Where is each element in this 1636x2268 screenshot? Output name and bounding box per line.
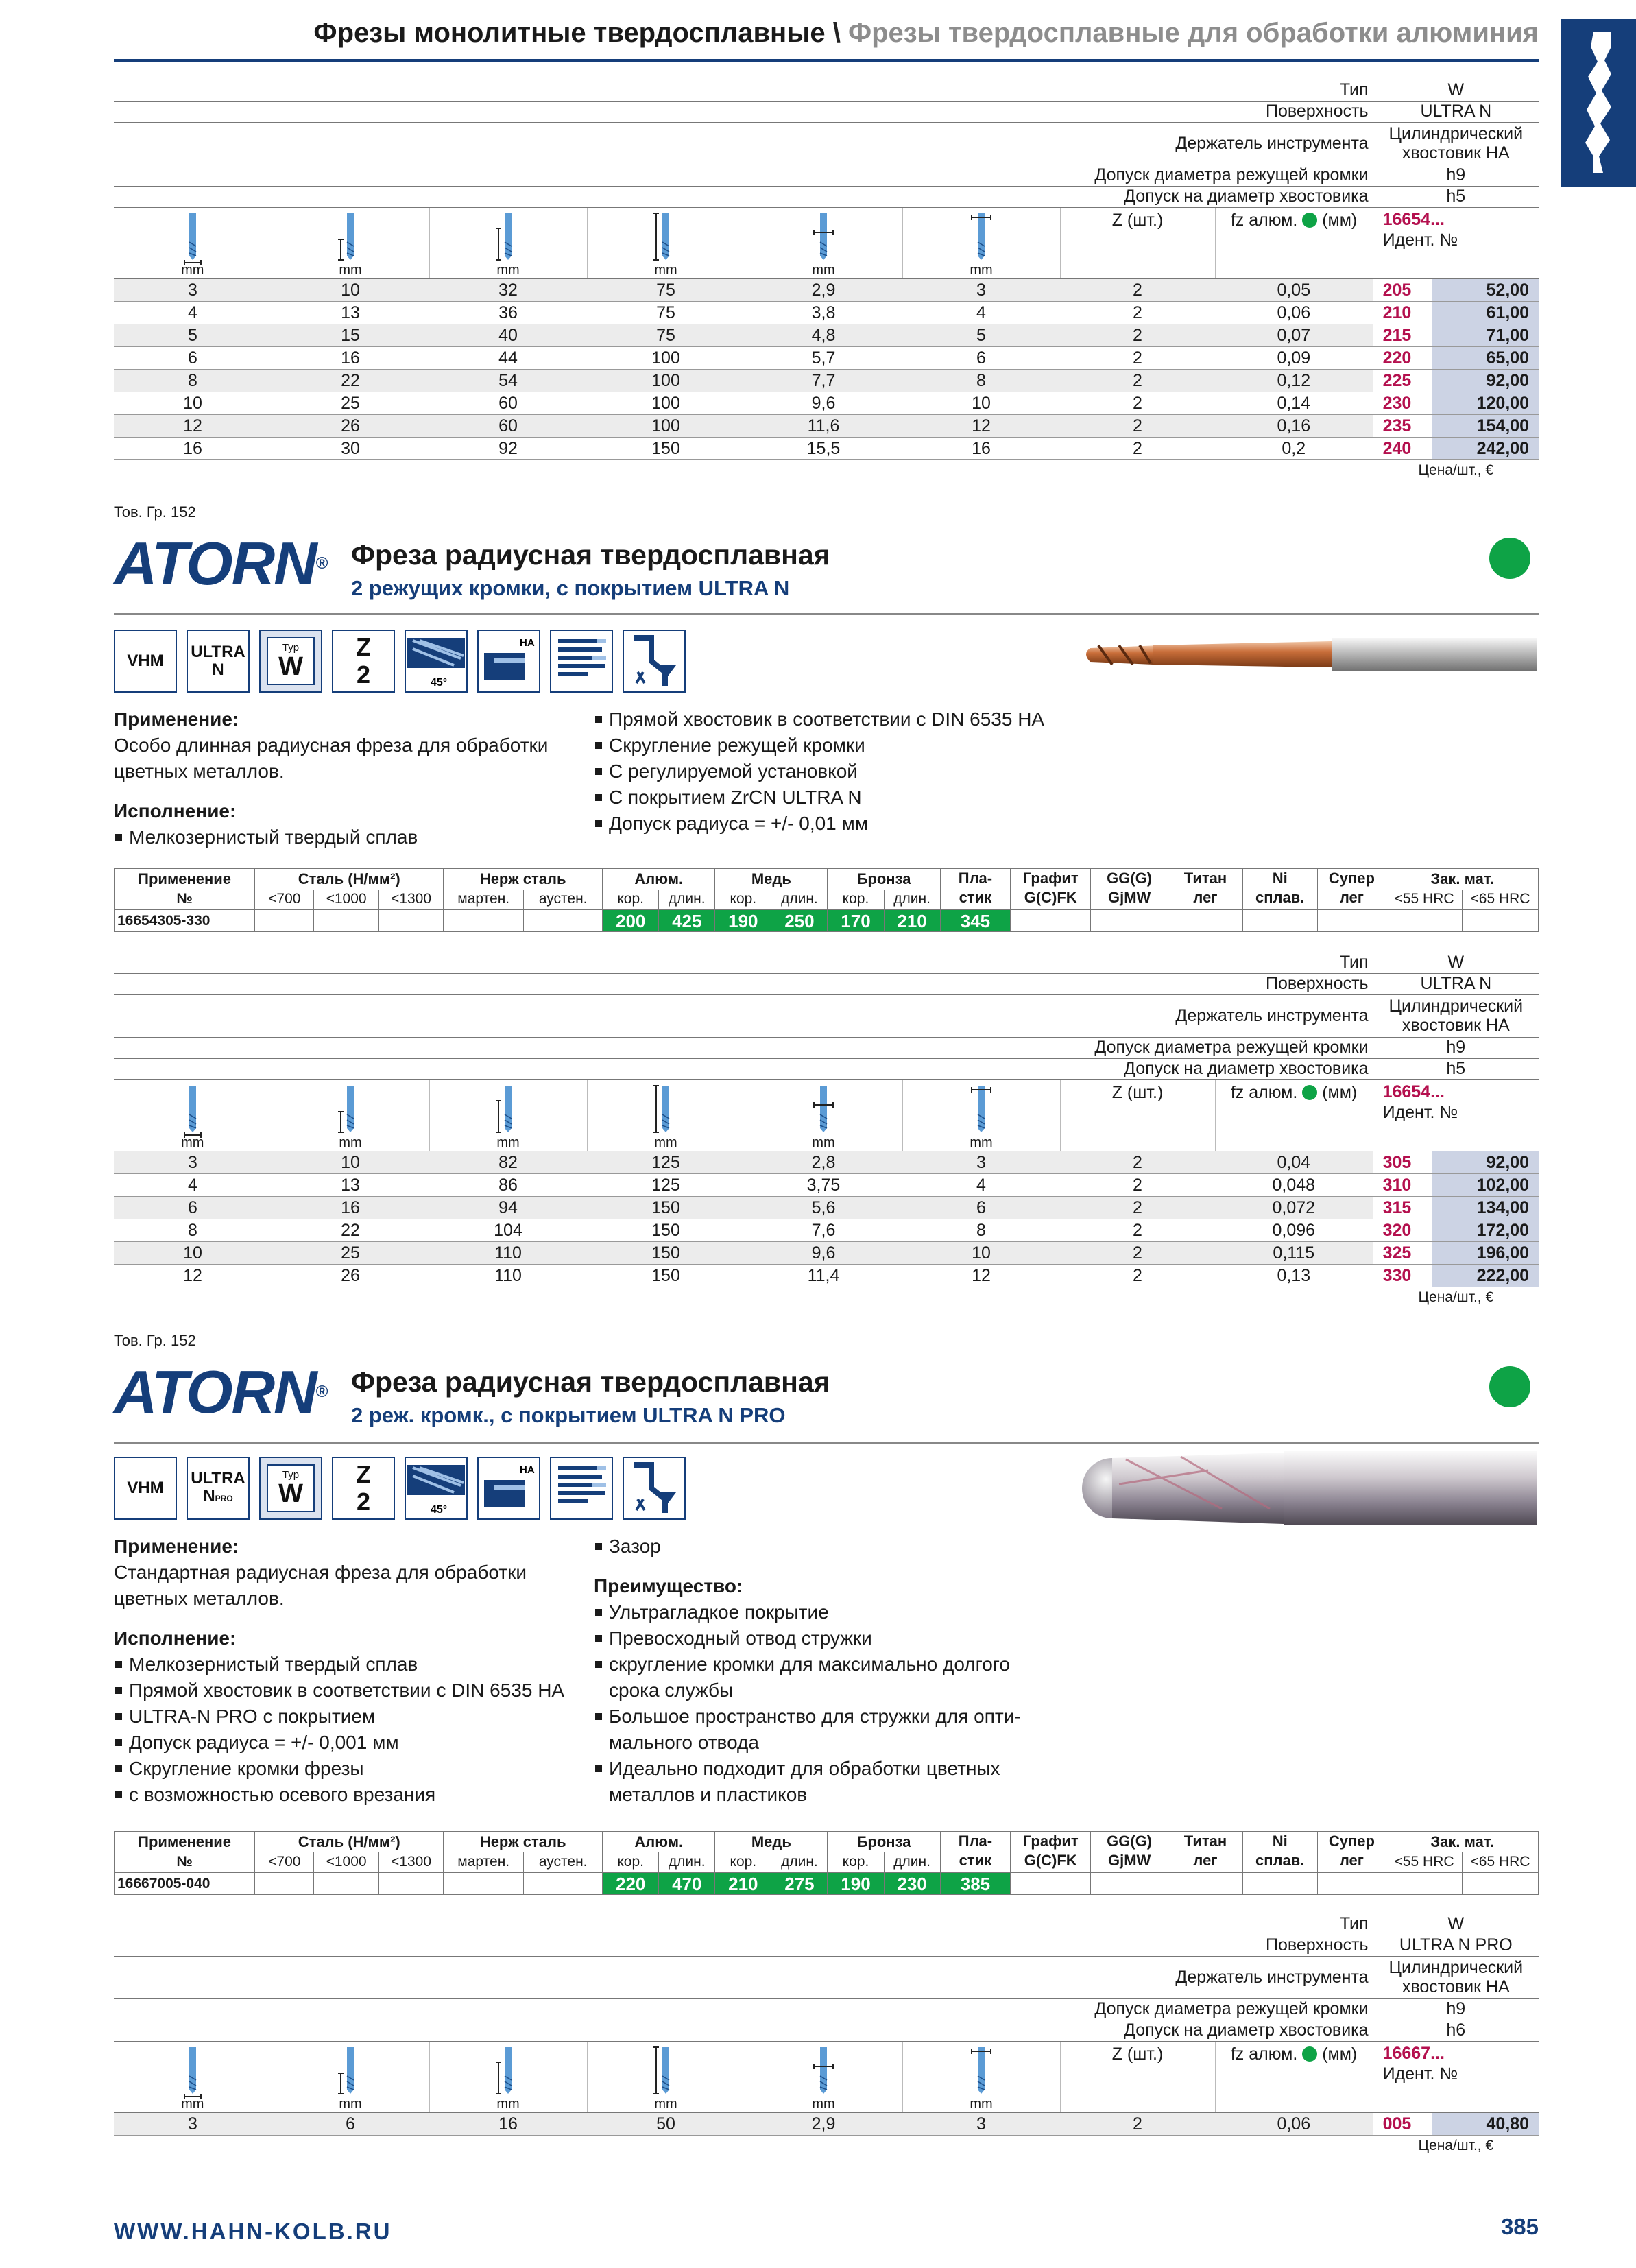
price-cell: 154,00 [1432, 414, 1539, 437]
ident-suffix: 240 [1373, 437, 1432, 459]
table-cell: 0,09 [1215, 346, 1373, 369]
table-cell: 4 [114, 301, 272, 324]
neck-diameter-icon [810, 212, 837, 267]
page-number: 385 [1500, 2214, 1539, 2239]
article-number: 16654305-330 [115, 910, 255, 932]
table-cell: 92 [429, 437, 587, 459]
table-cell: 0,14 [1215, 392, 1373, 414]
value-holder: Цилиндрический хвостовик HA [1373, 122, 1539, 165]
diameter-icon [179, 1084, 206, 1139]
product-title-1: Фреза радиусная твердосплавная [351, 539, 830, 571]
product-subtitle-1: 2 режущих кромки, с покрытием ULTRA N [351, 576, 790, 600]
table-cell: 4 [114, 1173, 272, 1196]
price-cell: 40,80 [1432, 2112, 1539, 2135]
col-fz: fz алюм. (мм) [1215, 207, 1373, 278]
flutes-icon: Z 2 [332, 630, 395, 693]
table-cell: 0,06 [1215, 301, 1373, 324]
table-cell: 6 [114, 1196, 272, 1219]
execution-item: Скругление кромки фрезы [114, 1756, 594, 1782]
table-cell: 3 [114, 1151, 272, 1173]
axial-plunge-icon [623, 1457, 686, 1520]
header-title: Фрезы монолитные твердосплавные [313, 18, 826, 48]
table-cell: 15 [272, 324, 429, 346]
svg-text:45°: 45° [431, 677, 448, 689]
product-title-2: Фреза радиусная твердосплавная [351, 1366, 830, 1398]
table-cell: 25 [272, 392, 429, 414]
col-total-length: mm [587, 207, 745, 278]
table-cell: 26 [272, 414, 429, 437]
svg-text:45°: 45° [431, 1504, 448, 1516]
table-cell: 16 [114, 437, 272, 459]
table-cell: 2 [1060, 1151, 1215, 1173]
table-cell: 0,04 [1215, 1151, 1373, 1173]
value-type: W [1373, 80, 1539, 101]
table-cell: 44 [429, 346, 587, 369]
ident-suffix: 205 [1373, 278, 1432, 301]
table-cell: 60 [429, 414, 587, 437]
table-cell: 100 [587, 369, 745, 392]
svg-text:HA: HA [520, 1464, 535, 1476]
table-cell: 8 [114, 369, 272, 392]
table-cell: 2 [1060, 324, 1215, 346]
table-cell: 104 [429, 1219, 587, 1241]
table-cell: 86 [429, 1173, 587, 1196]
ident-suffix: 220 [1373, 346, 1432, 369]
label-tol-shank: Допуск на диаметр хвостовика [114, 186, 1373, 207]
label-tol-cut: Допуск диаметра режущей кромки [114, 165, 1373, 186]
vhm-icon: VHM [114, 1457, 177, 1520]
table-cell: 16 [272, 1196, 429, 1219]
table-row [114, 1241, 1539, 1264]
value-tol-cut: h9 [1373, 165, 1539, 186]
advantages-block-2: Зазор Преимущество: Ультрагладкое покрытие Превосходный отвод стружки скругление кромки для максимально долгого срока службы Большое пространство для стружки для опти- мального отвода Идеально подходит для обработки цветных металлов и пластиков [594, 1533, 1115, 1808]
table-cell: 13 [272, 1173, 429, 1196]
table-cell: 4 [902, 301, 1060, 324]
col-neck-diameter: mm [745, 207, 902, 278]
table-cell: 2,9 [745, 278, 902, 301]
table-cell: 150 [587, 1219, 745, 1241]
table-row [114, 392, 1539, 414]
table-cell: 12 [902, 414, 1060, 437]
table-cell: 125 [587, 1173, 745, 1196]
table-cell: 75 [587, 301, 745, 324]
price-cell: 120,00 [1432, 392, 1539, 414]
ultra-coating-layers-icon [550, 630, 613, 693]
table-cell: 110 [429, 1241, 587, 1264]
helix-angle-icon [405, 630, 468, 693]
table-cell: 5 [114, 324, 272, 346]
price-cell: 134,00 [1432, 1196, 1539, 1219]
ident-suffix: 215 [1373, 324, 1432, 346]
table-cell: 150 [587, 1196, 745, 1219]
table-cell: 5,6 [745, 1196, 902, 1219]
product-rule-1 [114, 613, 1539, 615]
table-cell: 7,6 [745, 1219, 902, 1241]
table-cell: 2 [1060, 301, 1215, 324]
table-cell: 0,05 [1215, 278, 1373, 301]
table-cell: 22 [272, 1219, 429, 1241]
ident-suffix: 005 [1373, 2112, 1432, 2135]
table-cell: 75 [587, 324, 745, 346]
table-cell: 60 [429, 392, 587, 414]
table-row [114, 1264, 1539, 1287]
col-z: Z (шт.) [1060, 207, 1215, 278]
product-image-1 [1078, 621, 1539, 689]
label-holder: Держатель инструмента [114, 122, 1373, 165]
table-cell: 150 [587, 1241, 745, 1264]
table-cell: 4,8 [745, 324, 902, 346]
spec-table-2: Тип W Поверхность ULTRA N Держатель инструмента Цилиндрический хвостовик HA Допуск диаметра режущей кромки h9 Допуск на диаметр хвостовика h5 mm mm mm mm mm mm Z (шт.) fz алюм. (мм) 16654... Идент. № 3 10 82 125 2,8 3 2 0,04 305 92,00 4 13 86 125 3,75 4 2 0,048 310 102,00 6 16 94 150 5,6 6 2 0,072 315 134,00 8 22 104 150 7,6 8 2 0,096 320 172,00 10 25 110 150 9,6 10 2 0,115 325 196,00 12 26 110 150 11,4 12 2 0,13 330 222,00 Цена/шт., € [114, 952, 1539, 1308]
table-cell: 5 [902, 324, 1060, 346]
features-list-1 [594, 706, 1115, 837]
label-surface: Поверхность [114, 101, 1373, 122]
table-cell: 150 [587, 437, 745, 459]
table-cell: 16 [902, 437, 1060, 459]
table-cell: 2 [1060, 1219, 1215, 1241]
table-cell: 3,8 [745, 301, 902, 324]
table-cell: 22 [272, 369, 429, 392]
table-cell: 25 [272, 1241, 429, 1264]
table-cell: 125 [587, 1151, 745, 1173]
header-rule [114, 59, 1539, 62]
table-cell: 2 [1060, 278, 1215, 301]
table-cell: 2 [1060, 414, 1215, 437]
table-cell: 3 [902, 278, 1060, 301]
cutting-length-icon [337, 2046, 364, 2101]
table-cell: 7,7 [745, 369, 902, 392]
table-row [114, 324, 1539, 346]
table-cell: 0,07 [1215, 324, 1373, 346]
end-mill-icon [1561, 19, 1636, 187]
neck-diameter-icon [810, 1084, 837, 1139]
price-cell: 92,00 [1432, 1151, 1539, 1173]
feature-item: С покрытием ZrCN ULTRA N [594, 785, 1115, 811]
table-cell: 75 [587, 278, 745, 301]
table-cell: 8 [114, 1219, 272, 1241]
table-cell: 10 [114, 1241, 272, 1264]
table-cell: 100 [587, 414, 745, 437]
table-cell: 2,9 [745, 2112, 902, 2135]
vhm-icon: VHM [114, 630, 177, 693]
table-cell: 2 [1060, 346, 1215, 369]
feature-icons-1 [114, 630, 686, 693]
table-cell: 6 [902, 346, 1060, 369]
ident-suffix: 210 [1373, 301, 1432, 324]
table-cell: 0,048 [1215, 1173, 1373, 1196]
feature-item: Допуск радиуса = +/- 0,01 мм [594, 811, 1115, 837]
table-cell: 10 [902, 392, 1060, 414]
col-shank-diameter: mm [902, 207, 1060, 278]
website-url[interactable]: WWW.HAHN-KOLB.RU [114, 2219, 392, 2244]
execution-item: с возможностью осевого врезания [114, 1782, 594, 1808]
table-cell: 0,16 [1215, 414, 1373, 437]
page-header [114, 18, 1539, 59]
material-table-2: Применение Сталь (Н/мм²) Нерж сталь Алюм. Медь Бронза Пла- стик Графит G(C)FK GG(G) GjMW Титан лег Ni сплав. Супер лег Зак. мат. № <700 <1000 <1300 мартен. аустен. кор. длин. кор. длин. кор. длин. <55 HRC <65 HRC 16667005-040 220 470 210 275 190 230 385 [114, 1831, 1539, 1895]
value-tol-shank: h5 [1373, 186, 1539, 207]
column-header-row: mm mm mm mm mm mm Z (шт.) fz алюм. (мм) 16667... Идент. № [114, 2041, 1539, 2112]
table-cell: 4 [902, 1173, 1060, 1196]
cutting-length-icon [337, 1084, 364, 1139]
table-cell: 9,6 [745, 1241, 902, 1264]
label-type: Тип [114, 80, 1373, 101]
col-cutting-length: mm [272, 207, 429, 278]
value-surface: ULTRA N [1373, 101, 1539, 122]
ident-suffix: 330 [1373, 1264, 1432, 1287]
table-cell: 16 [272, 346, 429, 369]
column-header-row [114, 207, 1539, 278]
feature-icons-2 [114, 1457, 686, 1520]
product-group-1: Тов. Гр. 152 [114, 503, 196, 521]
table-cell: 50 [587, 2112, 745, 2135]
table-cell: 2 [1060, 369, 1215, 392]
ident-suffix: 225 [1373, 369, 1432, 392]
ident-suffix: 310 [1373, 1173, 1432, 1196]
table-cell: 3,75 [745, 1173, 902, 1196]
table-cell: 2 [1060, 392, 1215, 414]
table-cell: 100 [587, 392, 745, 414]
price-cell: 92,00 [1432, 369, 1539, 392]
table-cell: 12 [902, 1264, 1060, 1287]
total-length-icon [652, 2046, 679, 2101]
coating-icon: ULTRA N [187, 630, 250, 693]
shank-ha-icon [477, 1457, 540, 1520]
type-w-icon: Typ W [259, 630, 322, 693]
feature-item: Скругление режущей кромки [594, 732, 1115, 759]
col-reach-length: mm [429, 207, 587, 278]
table-cell: 3 [902, 1151, 1060, 1173]
price-cell: 52,00 [1432, 278, 1539, 301]
shank-diameter-icon [967, 1084, 995, 1139]
table-cell: 10 [114, 392, 272, 414]
table-cell: 12 [114, 1264, 272, 1287]
execution-item: ULTRA-N PRO с покрытием [114, 1704, 594, 1730]
table-cell: 30 [272, 437, 429, 459]
cutting-length-icon [337, 212, 364, 267]
table-cell: 0,115 [1215, 1241, 1373, 1264]
table-row [114, 346, 1539, 369]
table-cell: 3 [114, 278, 272, 301]
table-cell: 2 [1060, 2112, 1215, 2135]
diameter-icon [179, 212, 206, 267]
table-cell: 10 [272, 1151, 429, 1173]
ident-suffix: 320 [1373, 1219, 1432, 1241]
material-table-1: Применение Сталь (Н/мм²) Нерж сталь Алюм. Медь Бронза Пла- стик Графит G(C)FK GG(G) GjMW Титан лег Ni сплав. Супер лег Зак. мат. № <700 <1000 <1300 мартен. аустен. кор. длин. кор. длин. кор. длин. <55 HRC <65 HRC 16654305-330 200 425 190 250 170 210 345 [114, 868, 1539, 932]
price-cell: 196,00 [1432, 1241, 1539, 1264]
reach-length-icon [494, 2046, 522, 2101]
table-cell: 2,8 [745, 1151, 902, 1173]
total-length-icon [652, 212, 679, 267]
table-row [114, 414, 1539, 437]
table-cell: 9,6 [745, 392, 902, 414]
header-separator: \ [825, 18, 848, 48]
spec-table-3: Тип W Поверхность ULTRA N PRO Держатель инструмента Цилиндрический хвостовик HA Допуск диаметра режущей кромки h9 Допуск на диаметр хвостовика h6 mm mm mm mm mm mm Z (шт.) fz алюм. (мм) 16667... Идент. № 3 6 16 50 2,9 3 2 0,06 005 40,80 Цена/шт., € [114, 1913, 1539, 2156]
table-cell: 36 [429, 301, 587, 324]
article-number: 16667005-040 [115, 1873, 255, 1895]
application-block-2: Применение: Стандартная радиусная фреза для обработки цветных металлов. Исполнение: Мелкозернистый твердый сплав Прямой хвостовик в соответствии с DIN 6535 HA ULTRA-N PRO с покрытием Допуск радиуса = +/- 0,001 мм Скругление кромки фрезы с возможностью осевого врезания [114, 1533, 594, 1808]
table-cell: 6 [114, 346, 272, 369]
product-subtitle-2: 2 реж. кромк., с покрытием ULTRA N PRO [351, 1403, 786, 1427]
header-subtitle: Фрезы твердосплавные для обработки алюминия [847, 18, 1539, 48]
table-cell: 82 [429, 1151, 587, 1173]
ident-suffix: 230 [1373, 392, 1432, 414]
table-cell: 8 [902, 1219, 1060, 1241]
axial-plunge-icon [623, 630, 686, 693]
execution-item: Мелкозернистый твердый сплав [114, 1651, 594, 1678]
price-cell: 102,00 [1432, 1173, 1539, 1196]
table-cell: 15,5 [745, 437, 902, 459]
ultra-coating-layers-icon [550, 1457, 613, 1520]
neck-diameter-icon [810, 2046, 837, 2101]
price-cell: 61,00 [1432, 301, 1539, 324]
ident-suffix: 315 [1373, 1196, 1432, 1219]
helix-angle-icon [405, 1457, 468, 1520]
shank-diameter-icon [967, 212, 995, 267]
table-cell: 6 [902, 1196, 1060, 1219]
chapter-tab [1561, 19, 1636, 187]
table-row [114, 301, 1539, 324]
shank-ha-icon [477, 630, 540, 693]
table-cell: 32 [429, 278, 587, 301]
table-cell: 2 [1060, 1173, 1215, 1196]
ident-suffix: 325 [1373, 1241, 1432, 1264]
total-length-icon [652, 1084, 679, 1139]
brand-logo-1: ATORN® [114, 529, 328, 597]
col-ident: 16654... Идент. № [1373, 207, 1539, 278]
shank-diameter-icon [967, 2046, 995, 2101]
table-cell: 3 [114, 2112, 272, 2135]
price-cell: 222,00 [1432, 1264, 1539, 1287]
type-w-icon: Typ W [259, 1457, 322, 1520]
product-group-2: Тов. Гр. 152 [114, 1332, 196, 1349]
spec-table-1 [114, 80, 1539, 481]
ident-suffix: 305 [1373, 1151, 1432, 1173]
execution-item: Прямой хвостовик в соответствии с DIN 6535 HA [114, 1678, 594, 1704]
price-cell: 242,00 [1432, 437, 1539, 459]
price-cell: 65,00 [1432, 346, 1539, 369]
table-cell: 10 [272, 278, 429, 301]
table-cell: 2 [1060, 1264, 1215, 1287]
table-row [114, 1151, 1539, 1173]
table-cell: 0,13 [1215, 1264, 1373, 1287]
price-cell: 71,00 [1432, 324, 1539, 346]
table-cell: 26 [272, 1264, 429, 1287]
table-cell: 3 [902, 2112, 1060, 2135]
reach-length-icon [494, 1084, 522, 1139]
table-row [114, 1196, 1539, 1219]
svg-text:HA: HA [520, 637, 535, 649]
table-row [114, 437, 1539, 459]
execution-heading: Исполнение: [114, 800, 237, 822]
table-cell: 16 [429, 2112, 587, 2135]
table-cell: 2 [1060, 1196, 1215, 1219]
table-row [114, 1173, 1539, 1196]
application-heading: Применение: [114, 708, 239, 730]
table-cell: 6 [272, 2112, 429, 2135]
table-row [114, 1219, 1539, 1241]
table-cell: 0,06 [1215, 2112, 1373, 2135]
col-diameter: mm [114, 207, 272, 278]
ident-suffix: 235 [1373, 414, 1432, 437]
table-row [114, 2112, 1539, 2135]
column-header-row: mm mm mm mm mm mm Z (шт.) fz алюм. (мм) 16654... Идент. № [114, 1079, 1539, 1151]
table-row [114, 278, 1539, 301]
table-cell: 100 [587, 346, 745, 369]
table-cell: 11,6 [745, 414, 902, 437]
flutes-icon: Z 2 [332, 1457, 395, 1520]
table-cell: 94 [429, 1196, 587, 1219]
feature-item: Прямой хвостовик в соответствии с DIN 6535 HA [594, 706, 1115, 732]
diameter-icon [179, 2046, 206, 2101]
price-unit: Цена/шт., € [1373, 459, 1539, 481]
table-cell: 0,2 [1215, 437, 1373, 459]
feature-item: С регулируемой установкой [594, 759, 1115, 785]
table-cell: 110 [429, 1264, 587, 1287]
product-image-2 [1078, 1443, 1539, 1532]
table-row [114, 369, 1539, 392]
table-cell: 8 [902, 369, 1060, 392]
material-status-dot-2 [1489, 1366, 1530, 1407]
execution-item: Мелкозернистый твердый сплав [114, 824, 580, 850]
table-cell: 2 [1060, 437, 1215, 459]
coating-pro-icon: ULTRA NPRO [187, 1457, 250, 1520]
table-cell: 150 [587, 1264, 745, 1287]
table-cell: 12 [114, 414, 272, 437]
brand-logo-2: ATORN® [114, 1358, 328, 1426]
table-cell: 11,4 [745, 1264, 902, 1287]
reach-length-icon [494, 212, 522, 267]
execution-item: Допуск радиуса = +/- 0,001 мм [114, 1730, 594, 1756]
table-cell: 5,7 [745, 346, 902, 369]
price-cell: 172,00 [1432, 1219, 1539, 1241]
table-cell: 0,072 [1215, 1196, 1373, 1219]
table-cell: 0,096 [1215, 1219, 1373, 1241]
table-cell: 13 [272, 301, 429, 324]
table-cell: 40 [429, 324, 587, 346]
application-block-1: Применение: Особо длинная радиусная фреза для обработки цветных металлов. Исполнение: Мелкозернистый твердый сплав [114, 706, 580, 850]
material-status-dot-1 [1489, 538, 1530, 579]
table-cell: 54 [429, 369, 587, 392]
table-cell: 10 [902, 1241, 1060, 1264]
table-cell: 0,12 [1215, 369, 1373, 392]
table-cell: 2 [1060, 1241, 1215, 1264]
